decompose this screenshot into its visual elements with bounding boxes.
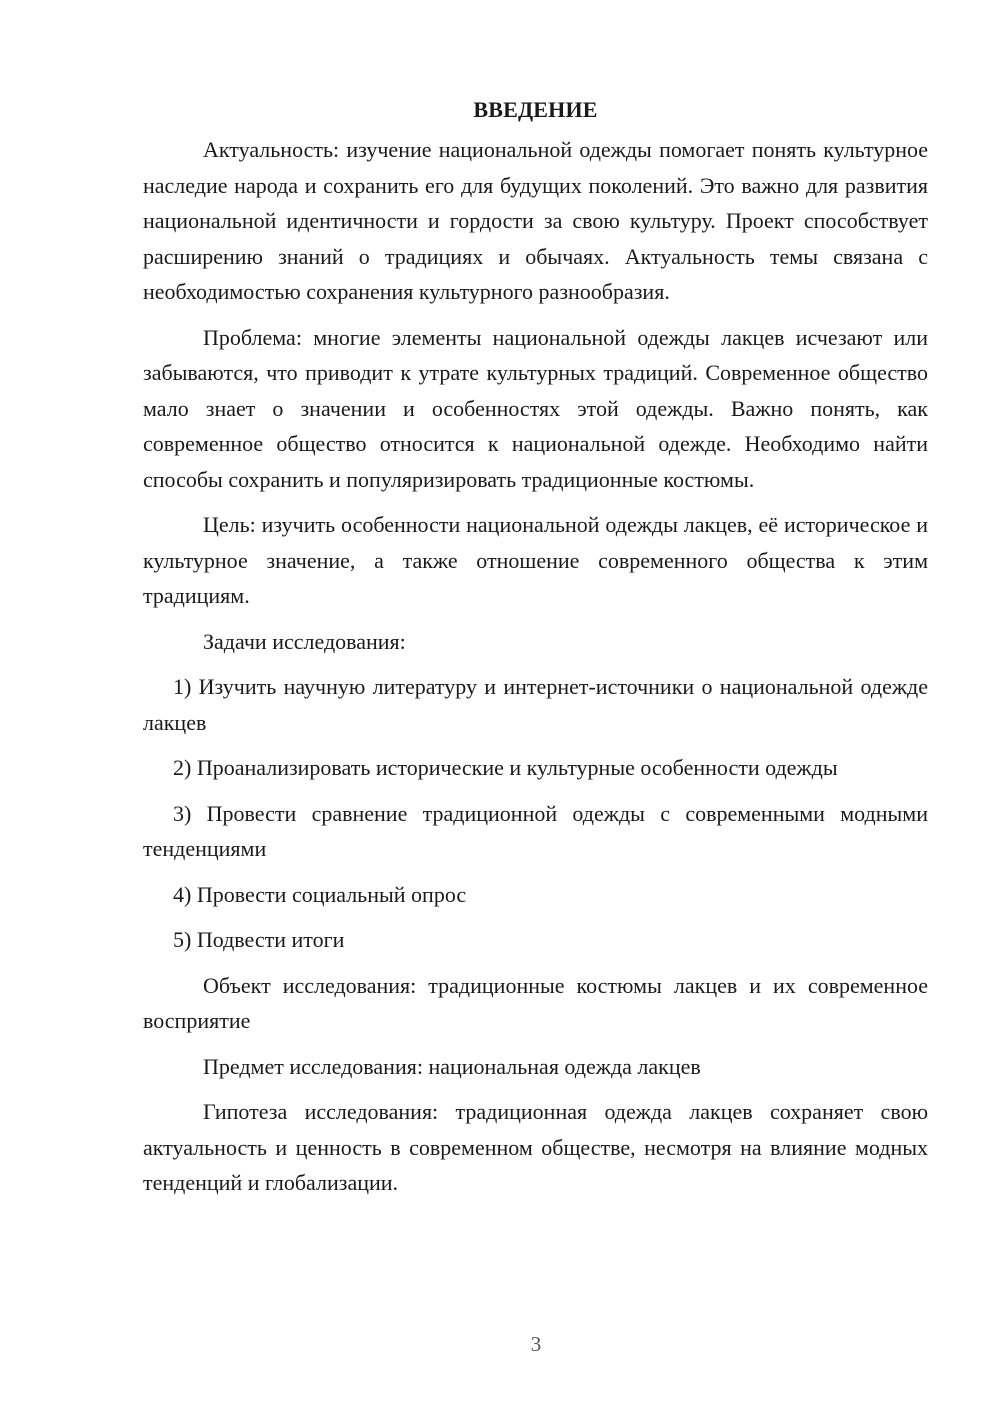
- section-heading: ВВЕДЕНИЕ: [473, 97, 598, 122]
- task-item-3: 3) Провести сравнение традиционной одежды с современными модными тенденциями: [143, 800, 928, 861]
- paragraph-subject: Предмет исследования: национальная одежда лакцев: [203, 1053, 701, 1079]
- paragraph-problem: Проблема: многие элементы национальной одежды лакцев исчезают или забываются, что приводит к утрате культурных традиций. Современное общество мало знает о значении и особенностях этой одежды. Важно понять, как современное общество относится к национальной одежде. Необходимо найти способы сохранить и популяризировать традиционные костюмы.: [143, 324, 928, 492]
- document-page: [143, 92, 928, 1211]
- paragraph-hypothesis: Гипотеза исследования: традиционная одежда лакцев сохраняет свою актуальность и ценность в современном обществе, несмотря на влияние модных тенденций и глобализации.: [143, 1099, 928, 1195]
- task-item-1: 1) Изучить научную литературу и интернет-источники о национальной одежде лакцев: [143, 674, 928, 735]
- task-item-5: 5) Подвести итоги: [173, 927, 345, 952]
- task-item-2: 2) Проанализировать исторические и культурные особенности одежды: [173, 755, 838, 780]
- paragraph-relevance: Актуальность: изучение национальной одежды помогает понять культурное наследие народа и сохранить его для будущих поколений. Это важно для развития национальной идентичности и гордости за свою культуру. Проект способствует расширению знаний о традициях и обычаях. Актуальность темы связана с необходимостью сохранения культурного разнообразия.: [143, 137, 928, 304]
- tasks-title: Задачи исследования:: [203, 628, 406, 654]
- task-item-4: 4) Провести социальный опрос: [173, 881, 467, 907]
- page-number: 3: [530, 1332, 542, 1356]
- paragraph-object: Объект исследования: традиционные костюмы лакцев и их современное восприятие: [143, 972, 928, 1033]
- paragraph-goal: Цель: изучить особенности национальной одежды лакцев, её историческое и культурное значение, а также отношение современного общества к этим традициям.: [143, 512, 928, 608]
